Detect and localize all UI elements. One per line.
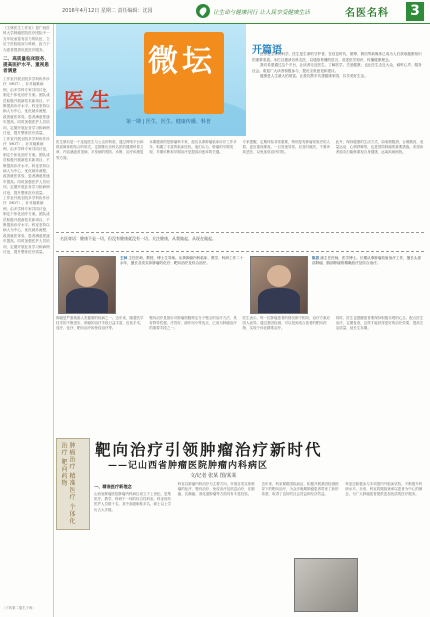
article-2 xyxy=(56,316,424,434)
doctor-name: 王林 xyxy=(120,256,128,260)
banner-doctor-label: 医生 xyxy=(64,88,116,112)
doctor-bio: 副主任医师，医学博士。长期从事肿瘤放射治疗工作，擅长头颈部肿瘤、胸部肿瘤的精确放疗及综合治疗。 xyxy=(312,256,421,266)
page-header xyxy=(0,0,430,24)
page-number: 3 xyxy=(406,2,424,21)
doctor-portrait-photo xyxy=(58,256,116,314)
left-body: 工作室开展全院多学科协作诊疗（MDT），针对疑难病例，由多学科专家共同讨论，制定个体化治疗方案。团队成员积极开展新技术新项目，不断提高诊疗水平。科室坚持以病人为中心，优化就诊流程，改善就医体验，患者满意度逐年提高。同时加强医护人员培训，定期开展业务学习和病例讨论，提升整体医疗质量。 xyxy=(3,77,50,136)
left-heading: 二、高质量临床服务、提高医护水平、重视患者满意 xyxy=(3,57,49,75)
article-column: 肿瘤是严重威胁人类健康的疾病之一。近年来，随着医学技术的不断进步，肿瘤的治疗手段日益丰富，包括手术、放疗、化疗、靶向治疗和免疫治疗等。 xyxy=(56,316,144,331)
doctor-caption xyxy=(312,256,424,314)
vertical-banner xyxy=(56,438,90,530)
left-body-cont: 工作室开展全院多学科协作诊疗（MDT），针对疑难病例，由多学科专家共同讨论，制定个体化治疗方案。团队成员积极开展新技术新项目，不断提高诊疗水平。科室坚持以病人为中心，优化就诊流程，改善就医体验，患者满意度逐年提高。同时加强医护人员培训，定期开展业务学习和病例讨论，提升整体医疗质量。 xyxy=(3,136,50,195)
article-column: 医生微坛是一个连接医生与公众的桥梁，通过网络平台和纸质媒体相结合的形式，定期推出各科名医的健康科普文章，内容涵盖常见病、多发病的预防、诊断、治疗和康复等方面。 xyxy=(56,140,144,160)
issue-date: 2016年4月12日 星期二 责任编辑：沈园 xyxy=(62,8,153,14)
intro-text xyxy=(252,52,424,150)
intro-paragraph: 我们希望通过这个平台，让读者走近医生，了解医学，关爱健康；也让医生走近大众，倾听心声，服务社会。欢迎广大读者积极参与，提出宝贵意见和建议。 xyxy=(252,63,422,73)
leaf-logo-icon xyxy=(196,4,210,18)
doctor-portrait-photo xyxy=(250,256,308,314)
feature-section-head: 一、精准医疗新理念 xyxy=(94,484,132,489)
continued-note: （下转第二版右下角） xyxy=(2,606,36,610)
pull-quote xyxy=(56,232,424,252)
article-column: 专家提醒，定期体检非常重要，特别是有肿瘤家族史的人群，更应重视筛查。一旦发现异常，应及时就医，不要讳疾忌医，以免延误治疗时机。 xyxy=(242,140,330,155)
section-title: 名医名科 xyxy=(345,8,389,19)
feature-column-text: 科室以肿瘤内科治疗为主要方向，开展各类实体肿瘤的化疗、靶向治疗、免疫治疗及姑息治疗，在肺癌、乳腺癌、消化道肿瘤等方面具有丰富经验。 xyxy=(177,482,255,497)
doctor-bio: 主任医师，教授，博士生导师。从事肿瘤内科临床、教学、科研工作二十余年，擅长各类实体肿瘤的化疗、靶向治疗及综合治疗。 xyxy=(120,256,244,266)
team-photo xyxy=(294,558,358,612)
intro-paragraph: 健康是人生最大的财富。让我们携手共建健康家园，共享美好生活。 xyxy=(260,74,368,79)
feature-headline: 靶向治疗引领肿瘤治疗新时代 xyxy=(95,441,323,459)
intro-title: 开篇语 xyxy=(252,45,282,56)
feature-subheadline: ——记山西省肿瘤医院肿瘤内科病区 xyxy=(108,461,269,471)
doctor-name: 陈思 xyxy=(312,256,320,260)
banner-subtitle: 第一期 | 医生、医生、健康传播、科普 xyxy=(126,119,211,125)
vertical-banner-text: 肿瘤治疗 精准医疗 个体化治疗 靶向药物 xyxy=(60,442,75,525)
banner-title: 微坛 xyxy=(148,44,216,79)
left-body-cont-2: 工作室开展全院多学科协作诊疗（MDT），针对疑难病例，由多学科专家共同讨论，制定个体化治疗方案。团队成员积极开展新技术新项目，不断提高诊疗水平。科室坚持以病人为中心，优化就诊流程，改善就医体验，患者满意度逐年提高。同时加强医护人员培训，定期开展业务学习和病例讨论，提升整体医疗质量。 xyxy=(3,195,50,255)
header-slogan: 让生命与健康同行 让人民享受健康生活 xyxy=(213,10,310,16)
feature-byline: 文/记者 张某 图/某某 xyxy=(190,473,237,479)
article-column: 医生表示，每一位肿瘤患者的情况都不相同，治疗方案应因人而异。通过基因检测，可以找到适合患者的靶向药物，实现个体化精准治疗。 xyxy=(242,316,330,331)
article-column: 本期邀请的是肿瘤科专家，他们从事肿瘤临床诊疗工作多年，积累了丰富的临床经验。他们认为，肿瘤的早期发现、早期诊断和早期治疗是提高治愈率的关键。 xyxy=(149,140,237,155)
left-column xyxy=(0,24,54,617)
article-column: 此外，保持健康的生活方式，如戒烟限酒、合理膳食、适量运动、心情舒畅等，也是预防肿瘤的重要措施。希望读者朋友们能够重视自身健康，远离疾病困扰。 xyxy=(335,140,424,155)
article-column: 同时，医生也提醒患者要保持积极乐观的心态，配合医生治疗，定期复查，这样才能获得更好的治疗效果，提高生活质量，延长生存期。 xyxy=(335,316,424,331)
feature-article xyxy=(94,482,424,612)
doctor-caption xyxy=(120,256,246,314)
article-column: 靶向治疗是指针对肿瘤细胞特定分子靶点的治疗方法，具有特异性强、疗效好、副作用小等优点，已成为肿瘤治疗的重要手段之一。 xyxy=(149,316,237,331)
feature-column xyxy=(94,482,173,612)
article-1 xyxy=(56,140,424,232)
intro-paragraph: 医学是生命的科学，医生是生命的守护者。在信息时代，微博、微信等新媒体已成为人们获取健康知识的重要渠道。本栏目邀请各科名医，以通俗易懂的语言，讲述医学知识，传播健康理念。 xyxy=(252,52,422,62)
feature-column-text: 近年来，科室紧跟国际前沿，积极开展基因检测指导下的靶向治疗，为众多晚期肿瘤患者带来了新的希望，取得了良好的社会效益和经济效益。 xyxy=(261,482,339,497)
pull-quote-text: 名医寄语：健康不是一切，但没有健康就没有一切。关注健康，从我做起，从现在做起。 xyxy=(60,236,216,241)
feature-column-text: 山西省肿瘤医院肿瘤内科病区成立于上世纪，是集医疗、教学、科研于一体的综合性科室。科室现有医护人员数十名，其中高级职称多名，硕士以上学历占大多数。 xyxy=(94,492,171,512)
left-intro: 《王林医生工作室》是广西医科大学肿瘤医院医疗团队中一支年轻而富有活力的队伍，立足于医院临床与科研，致力于为患者提供优质医疗服务。 xyxy=(3,26,50,52)
column-banner xyxy=(56,24,246,136)
feature-column-text: 科室还积极参与多项国内外临床试验，不断提升科研水平。未来，科室将继续秉承以患者为中心的理念，为广大肿瘤患者提供更加优质的医疗服务。 xyxy=(345,482,423,497)
